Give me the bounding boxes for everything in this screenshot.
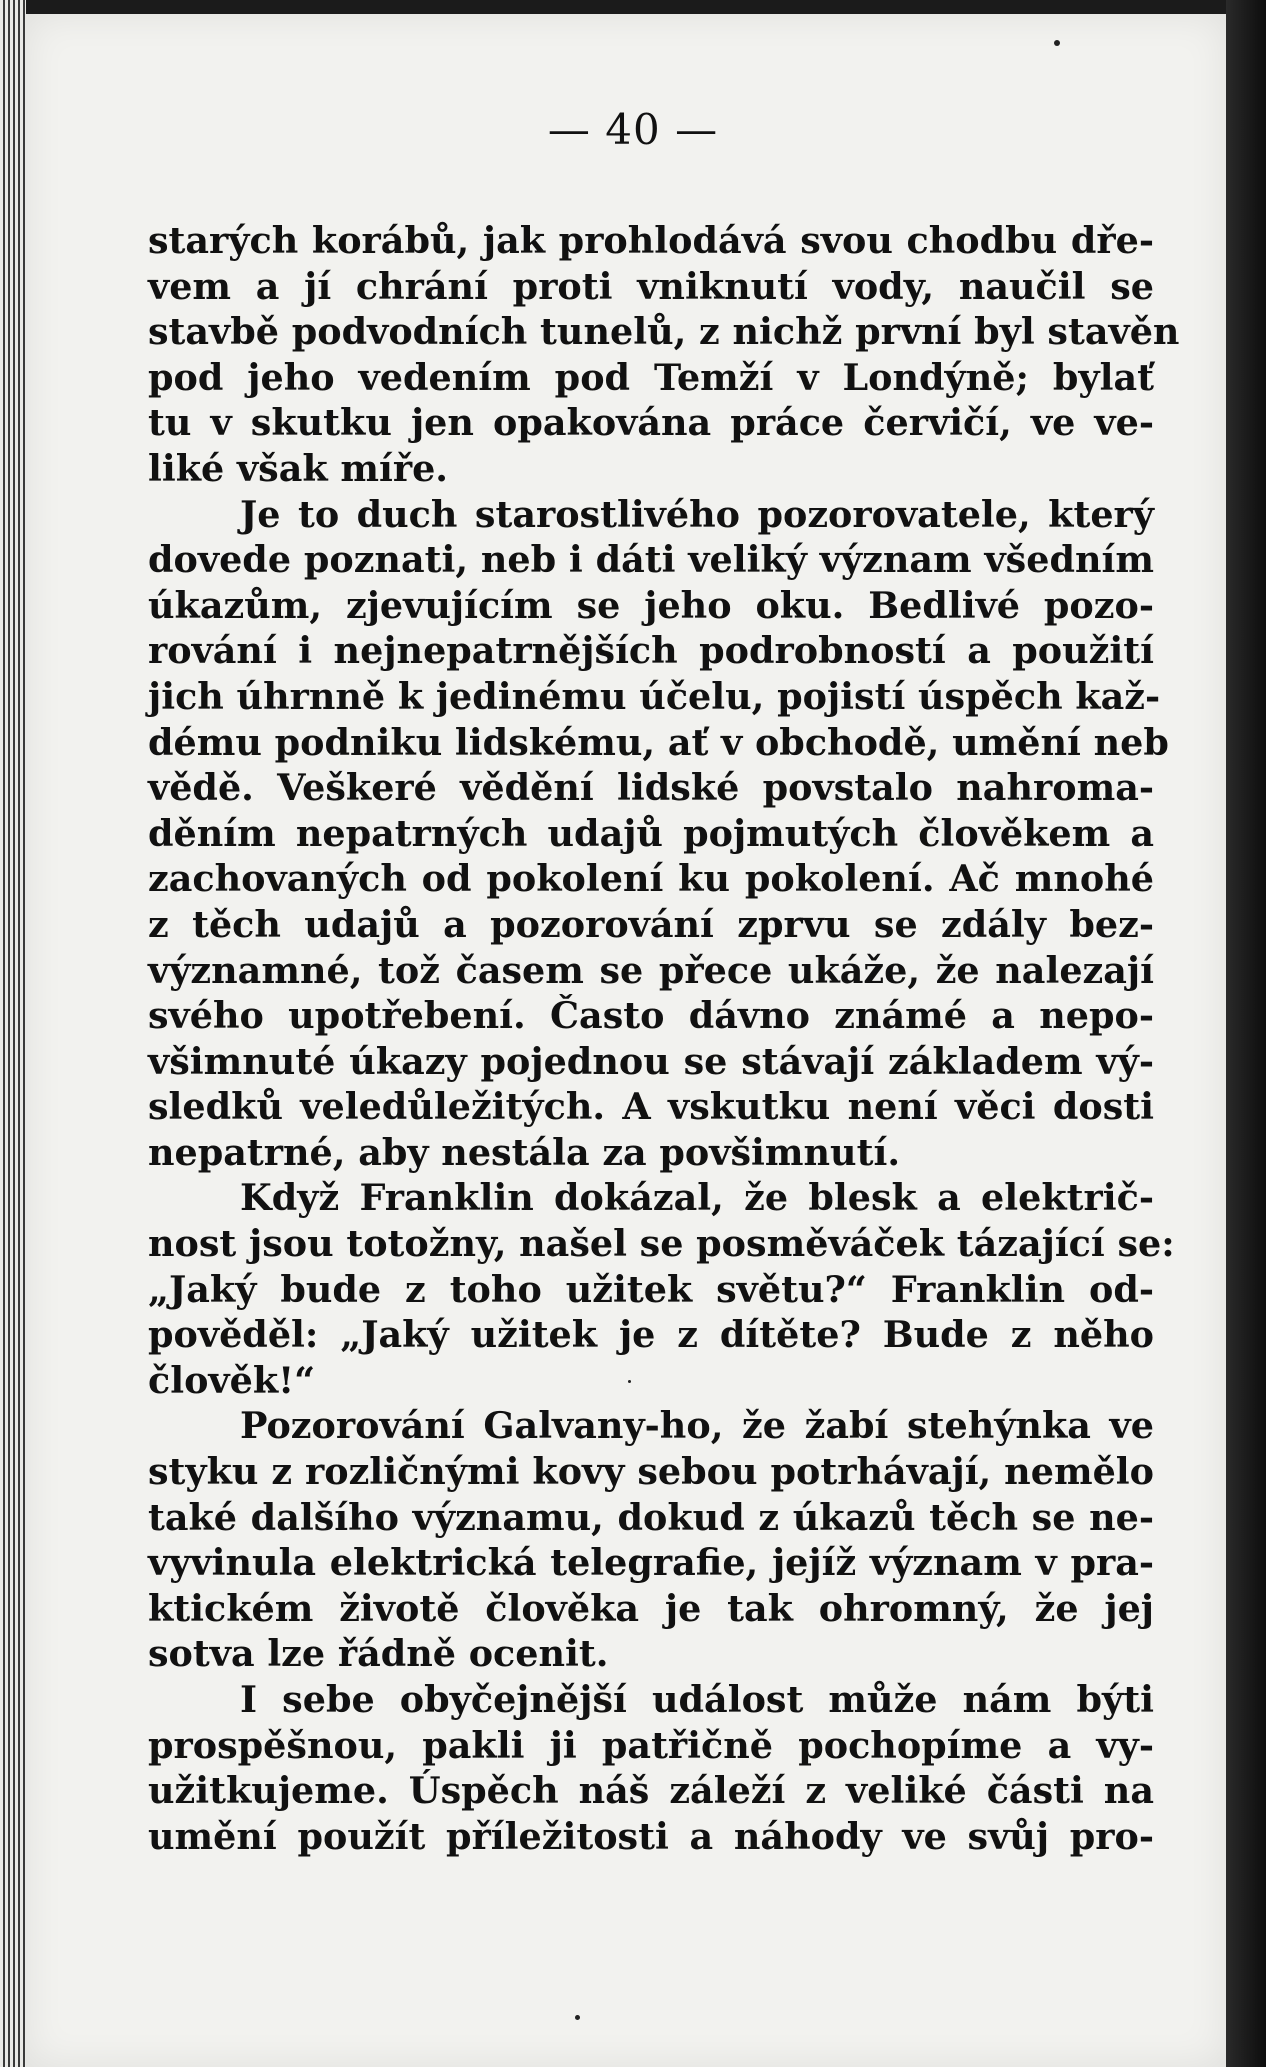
text-line: Pozorování Galvany-ho, že žabí stehýnka ve <box>240 1404 1154 1448</box>
text-line: člověk!“ <box>148 1358 316 1402</box>
text-line: liké však míře. <box>148 446 449 490</box>
text-line: prospěšnou, pakli ji patřičně pochopíme a vy- <box>148 1723 1154 1767</box>
text-line: Když Franklin dokázal, že blesk a električ- <box>240 1176 1154 1220</box>
text-line: styku z rozličnými kovy sebou potrhávají, nemělo <box>148 1450 1154 1494</box>
text-line: rování i nejnepatrnějších podrobností a použití <box>148 629 1154 673</box>
text-line: pod jeho vedením pod Temží v Londýně; bylať <box>148 355 1154 399</box>
text-line: děním nepatrných udajů pojmutých člověkem a <box>148 811 1154 855</box>
text-line: nost jsou totožny, našel se posměváček tázající se: <box>148 1222 1175 1266</box>
text-line: z těch udajů a pozorování zprvu se zdály bez- <box>148 902 1154 946</box>
text-line: významné, tož časem se přece ukáže, že nalezají <box>148 948 1154 992</box>
page-left-edge <box>0 0 26 2067</box>
body-text <box>148 218 1180 1859</box>
text-line: svého upotřebení. Často dávno známé a nepo- <box>148 994 1154 1038</box>
text-line: dovede poznati, neb i dáti veliký význam všedním <box>148 538 1154 582</box>
text-line: jich úhrnně k jedinému účelu, pojistí úspěch kaž- <box>148 674 1161 718</box>
page-right-edge <box>1226 0 1266 2067</box>
text-line: Je to duch starostlivého pozorovatele, který <box>240 492 1154 536</box>
ink-speck <box>1054 40 1060 46</box>
text-line: zachovaných od pokolení ku pokolení. Ač mnohé <box>148 857 1154 901</box>
text-line: sotva lze řádně ocenit. <box>148 1632 609 1676</box>
text-line: vědě. Veškeré vědění lidské povstalo nahroma- <box>148 766 1154 810</box>
page-number: — 40 — <box>547 105 719 154</box>
text-line: vyvinula elektrická telegrafie, jejíž význam v pra- <box>148 1541 1154 1585</box>
text-line: sledků veledůležitých. A vskutku není věci dosti <box>148 1085 1154 1129</box>
text-line: vem a jí chrání proti vniknutí vody, naučil se <box>148 264 1154 308</box>
text-line: tu v skutku jen opakována práce červičí, ve ve- <box>148 401 1154 445</box>
text-line: starých korábů, jak prohlodává svou chodbu dře- <box>148 219 1154 262</box>
text-line: úkazům, zjevujícím se jeho oku. Bedlivé pozo- <box>148 583 1154 627</box>
text-line: „Jaký bude z toho užitek světu?“ Franklin od- <box>148 1267 1154 1311</box>
text-line: pověděl: „Jaký užitek je z dítěte? Bude z něho <box>148 1313 1154 1357</box>
text-line: všimnuté úkazy pojednou se stávají základem vý- <box>148 1039 1154 1083</box>
text-line: I sebe obyčejnější událost může nám býti <box>240 1678 1154 1721</box>
ink-speck <box>628 1380 631 1383</box>
text-line: ktickém životě člověka je tak ohromný, že jej <box>148 1586 1154 1630</box>
text-line: stavbě podvodních tunelů, z nichž první byl stavěn <box>148 310 1180 354</box>
text-line: nepatrné, aby nestála za povšimnutí. <box>148 1130 901 1174</box>
text-line: umění použít příležitosti a náhody ve svůj pro- <box>148 1814 1154 1858</box>
text-line: dému podniku lidskému, ať v obchodě, umění neb <box>148 720 1169 764</box>
text-line: užitkujeme. Úspěch náš záleží z veliké části na <box>148 1769 1154 1813</box>
ink-speck <box>575 2015 580 2020</box>
text-line: také dalšího významu, dokud z úkazů těch se ne- <box>148 1495 1154 1539</box>
